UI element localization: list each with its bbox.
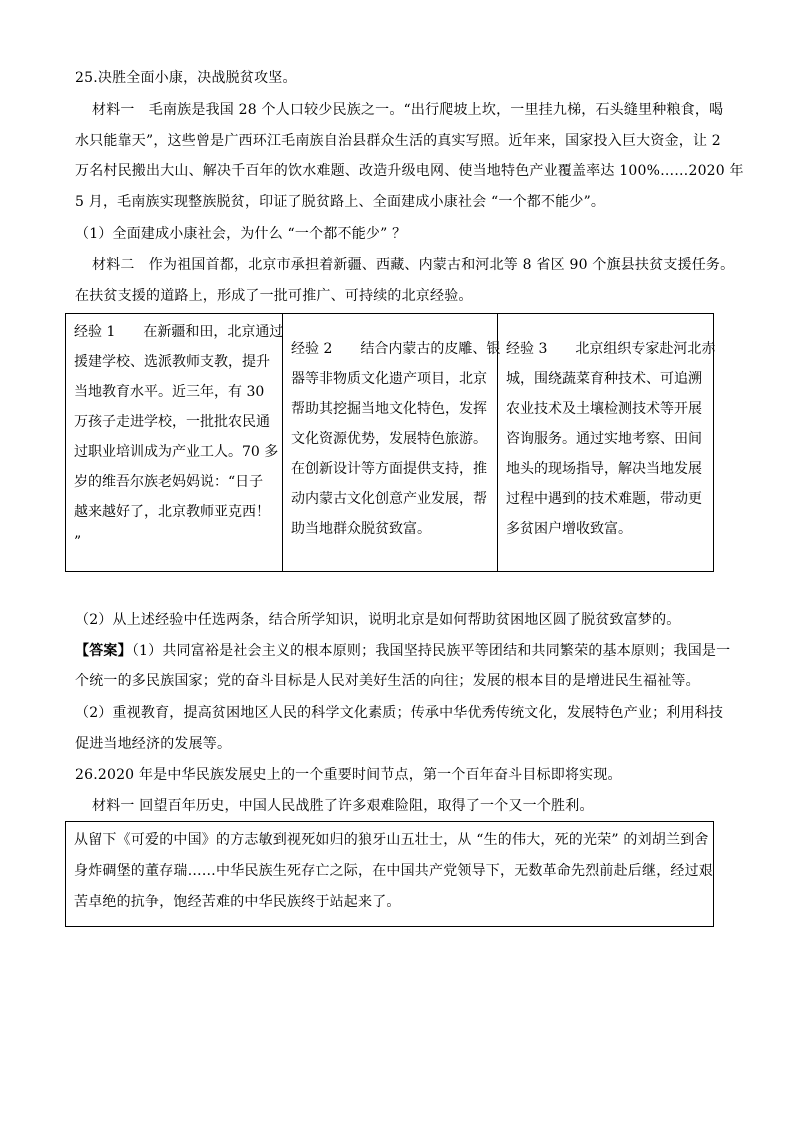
experience-3-cell	[497, 314, 716, 571]
q26-box-line: 从留下《可爱的中国》的方志敏到视死如归的狼牙山五壮士，从 “生的伟大，死的光荣” 的刘胡兰到舍	[74, 832, 709, 848]
experience-2-line: 动内蒙古文化创意产业发展，帮	[291, 491, 487, 507]
experience-table	[65, 313, 714, 572]
q25-material1-line: 材料一 毛南族是我国 28 个人口较少民族之一。“出行爬坡上坎，一里挂九梯，石头缝里种粮食，喝	[92, 102, 724, 118]
question-26-title: 26.2020 年是中华民族发展史上的一个重要时间节点，第一个百年奋斗目标即将实现。	[75, 767, 622, 783]
answer-line: 个统一的多民族国家；党的奋斗目标是人民对美好生活的向往；发展的根本目的是增进民生福祉等。	[75, 673, 700, 689]
experience-3-line: 经验 3 北京组织专家赴河北赤	[506, 341, 716, 357]
answer-label: 【答案】	[75, 643, 132, 659]
q25-sub-question-2: （2）从上述经验中任选两条，结合所学知识，说明北京是如何帮助贫困地区圆了脱贫致富梦的。	[75, 612, 681, 628]
experience-2-line: 助当地群众脱贫致富。	[291, 521, 431, 537]
experience-1-line: 岁的维吾尔族老妈妈说：“日子	[74, 474, 264, 490]
answer-line: 促进当地经济的发展等。	[75, 736, 232, 752]
experience-2-line: 在创新设计等方面提供支持，推	[291, 461, 487, 477]
experience-1-line: 万孩子走进学校，一批批农民通	[74, 414, 270, 430]
experience-3-line: 多贫困户增收致富。	[506, 521, 632, 537]
q25-material2-line: 材料二 作为祖国首都，北京市承担着新疆、西藏、内蒙古和河北等 8 省区 90 个旗县扶贫支援任务。	[92, 257, 735, 273]
q25-sub-question-1: （1）全面建成小康社会，为什么 “一个都不能少” ？	[75, 226, 407, 242]
experience-3-line: 地头的现场指导，解决当地发展	[506, 461, 702, 477]
experience-1-line: 过职业培训成为产业工人。70 多	[74, 444, 279, 460]
experience-1-line: 援建学校、选派教师支教，提升	[74, 354, 270, 370]
answer-line	[75, 643, 730, 659]
experience-1-line: ”	[74, 534, 82, 550]
answer-line: （2）重视教育，提高贫困地区人民的科学文化素质；传承中华优秀传统文化，发展特色产业；利用科技	[75, 705, 724, 721]
experience-2-line: 帮助其挖掘当地文化特色，发挥	[291, 401, 487, 417]
q25-material1-line: 万名村民搬出大山、解决千百年的饮水难题、改造升级电网、使当地特色产业覆盖率达 100%……2020 年	[75, 163, 744, 179]
q25-material2-line: 在扶贫支援的道路上，形成了一批可推广、可持续的北京经验。	[75, 288, 473, 304]
experience-2-cell	[282, 314, 501, 571]
q25-material1-line: 水只能靠天”，这些曾是广西环江毛南族自治县群众生活的真实写照。近年来，国家投入巨大资金，让 2	[75, 133, 721, 149]
experience-3-line: 过程中遇到的技术难题，带动更	[506, 491, 702, 507]
q26-box-line: 苦卓绝的抗争，饱经苦难的中华民族终于站起来了。	[74, 894, 401, 910]
experience-1-line: 经验 1 在新疆和田，北京通过	[74, 324, 284, 340]
experience-3-line: 城，围绕蔬菜育种技术、可追溯	[506, 371, 702, 387]
q26-box-line: 身炸碉堡的董存瑞……中华民族生死存亡之际，在中国共产党领导下，无数革命先烈前赴后继，经过艰	[74, 863, 713, 879]
experience-2-line: 器等非物质文化遗产项目，北京	[291, 371, 487, 387]
question-25-title: 25.决胜全面小康，决战脱贫攻坚。	[75, 70, 297, 86]
experience-1-line: 当地教育水平。近三年，有 30	[74, 384, 265, 400]
experience-1-line: 越来越好了，北京教师亚克西！	[74, 504, 270, 520]
q26-material1: 材料一 回望百年历史，中国人民战胜了许多艰难险阻，取得了一个又一个胜利。	[92, 798, 594, 814]
experience-1-cell	[66, 314, 282, 571]
answer-text: （1）共同富裕是社会主义的根本原则；我国坚持民族平等团结和共同繁荣的基本原则；我国是一	[131, 643, 731, 659]
q26-quote-box	[65, 821, 714, 927]
experience-2-line: 文化资源优势，发展特色旅游。	[291, 431, 487, 447]
q25-material1-line: 5 月，毛南族实现整族脱贫，印证了脱贫路上、全面建成小康社会 “一个都不能少”。	[75, 194, 606, 210]
experience-3-line: 咨询服务。通过实地考察、田间	[506, 431, 702, 447]
experience-2-line: 经验 2 结合内蒙古的皮雕、银	[291, 341, 501, 357]
experience-3-line: 农业技术及土壤检测技术等开展	[506, 401, 702, 417]
